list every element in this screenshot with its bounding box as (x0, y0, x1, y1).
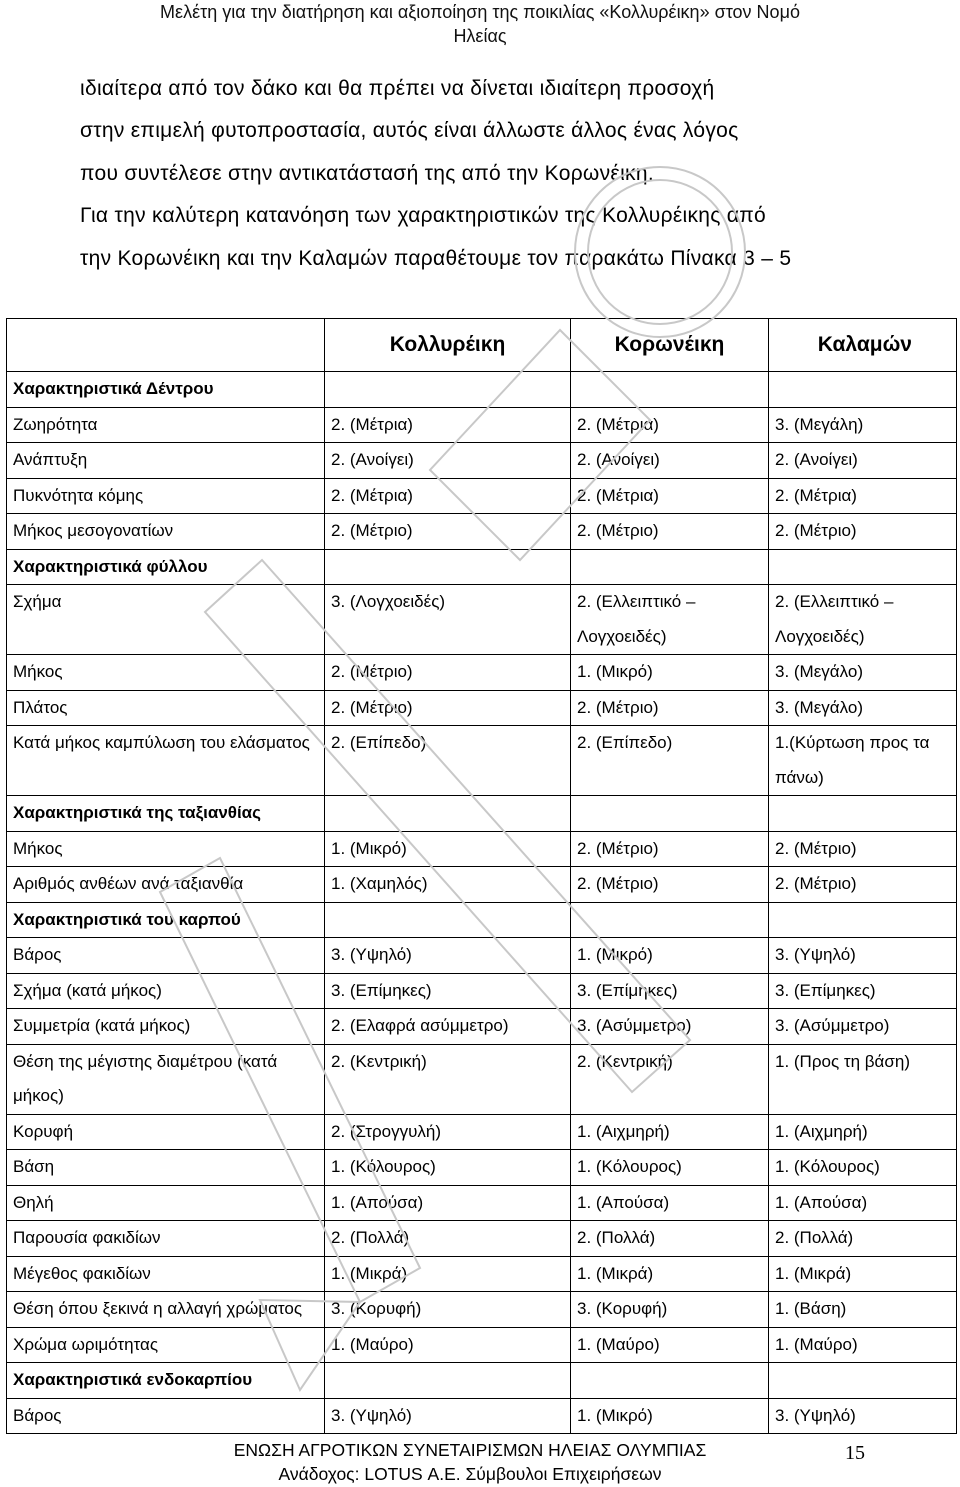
section-title: Χαρακτηριστικά Δέντρου (7, 372, 325, 408)
value-cell: 3. (Μεγάλο) (769, 690, 957, 726)
characteristic-label: Θέση όπου ξεκινά η αλλαγή χρώματος (7, 1292, 325, 1328)
value-cell: 3. (Επίμηκες) (769, 973, 957, 1009)
empty-cell (571, 796, 769, 832)
header-cell-empty (7, 319, 325, 372)
value-cell: 1. (Μικρά) (325, 1256, 571, 1292)
empty-cell (769, 1363, 957, 1399)
characteristic-label: Σχήμα (κατά μήκος) (7, 973, 325, 1009)
value-cell: 2. (Επίπεδο) (571, 726, 769, 796)
value-cell: 2. (Ελαφρά ασύμμετρο) (325, 1009, 571, 1045)
empty-cell (769, 902, 957, 938)
page-number: 15 (845, 1442, 865, 1464)
value-cell: 1. (Κόλουρος) (325, 1150, 571, 1186)
value-cell: 2. (Μέτριο) (571, 690, 769, 726)
value-cell: 2. (Μέτριο) (571, 514, 769, 550)
intro-line: ιδιαίτερα από τον δάκο και θα πρέπει να δίνεται ιδιαίτερη προσοχή (80, 77, 715, 100)
empty-cell (769, 372, 957, 408)
value-cell: 1. (Απούσα) (325, 1185, 571, 1221)
section-row (7, 372, 957, 408)
value-cell: 2. (Πολλά) (571, 1221, 769, 1257)
value-cell: 1. (Προς τη βάση) (769, 1044, 957, 1114)
empty-cell (325, 902, 571, 938)
header-koroneiki: Κορωνέικη (571, 319, 769, 372)
running-header (0, 0, 960, 48)
header-line-2: Ηλείας (453, 26, 507, 46)
empty-cell (571, 549, 769, 585)
characteristic-label: Συμμετρία (κατά μήκος) (7, 1009, 325, 1045)
value-cell: 1. (Μικρά) (769, 1256, 957, 1292)
table-row (7, 938, 957, 974)
value-cell: 2. (Ανοίγει) (769, 443, 957, 479)
value-cell: 1. (Μαύρο) (571, 1327, 769, 1363)
characteristic-label: Βάρος (7, 938, 325, 974)
value-cell: 1. (Αιχμηρή) (769, 1114, 957, 1150)
value-cell: 3. (Επίμηκες) (571, 973, 769, 1009)
characteristic-label: Σχήμα (7, 585, 325, 655)
section-title: Χαρακτηριστικά του καρπού (7, 902, 325, 938)
section-title: Χαρακτηριστικά της ταξιανθίας (7, 796, 325, 832)
intro-paragraph (80, 68, 900, 280)
intro-line: στην επιμελή φυτοπροστασία, αυτός είναι άλλωστε άλλος ένας λόγος (80, 119, 739, 143)
value-cell: 1. (Μικρό) (571, 1398, 769, 1434)
table-row (7, 478, 957, 514)
table-row (7, 1150, 957, 1186)
value-cell: 1. (Μικρό) (571, 655, 769, 691)
header-kollyreiki: Κολλυρέικη (325, 319, 571, 372)
value-cell: 2. (Μέτριο) (769, 831, 957, 867)
characteristic-label: Μήκος (7, 655, 325, 691)
table-row (7, 867, 957, 903)
table-row (7, 514, 957, 550)
table-row (7, 1292, 957, 1328)
value-cell: 2. (Ελλειπτικό – Λογχοειδές) (571, 585, 769, 655)
value-cell: 2. (Μέτριο) (325, 655, 571, 691)
value-cell: 1. (Μικρά) (571, 1256, 769, 1292)
table-row (7, 1327, 957, 1363)
empty-cell (325, 372, 571, 408)
characteristic-label: Θηλή (7, 1185, 325, 1221)
characteristic-label: Ανάπτυξη (7, 443, 325, 479)
empty-cell (769, 796, 957, 832)
section-row (7, 796, 957, 832)
value-cell: 1. (Μικρό) (571, 938, 769, 974)
value-cell: 2. (Μέτριο) (325, 690, 571, 726)
table-row (7, 1256, 957, 1292)
value-cell: 2. (Επίπεδο) (325, 726, 571, 796)
characteristic-label: Πλάτος (7, 690, 325, 726)
value-cell: 1. (Μικρό) (325, 831, 571, 867)
value-cell: 2. (Ελλειπτικό – Λογχοειδές) (769, 585, 957, 655)
footer-line-2: Ανάδοχος: LOTUS Α.Ε. Σύμβουλοι Επιχειρήσεων (278, 1464, 662, 1484)
table-row (7, 1185, 957, 1221)
value-cell: 2. (Ανοίγει) (325, 443, 571, 479)
value-cell: 1. (Κόλουρος) (769, 1150, 957, 1186)
value-cell: 3. (Ασύμμετρο) (571, 1009, 769, 1045)
characteristic-label: Κατά μήκος καμπύλωση του ελάσματος (7, 726, 325, 796)
value-cell: 2. (Πολλά) (769, 1221, 957, 1257)
characteristic-label: Χρώμα ωριμότητας (7, 1327, 325, 1363)
value-cell: 2. (Μέτρια) (325, 478, 571, 514)
value-cell: 2. (Μέτρια) (571, 407, 769, 443)
value-cell: 1. (Αιχμηρή) (571, 1114, 769, 1150)
table-row (7, 443, 957, 479)
value-cell: 3. (Κορυφή) (571, 1292, 769, 1328)
value-cell: 1. (Απούσα) (571, 1185, 769, 1221)
value-cell: 1. (Μαύρο) (325, 1327, 571, 1363)
table-header-row (7, 319, 957, 372)
value-cell: 2. (Ανοίγει) (571, 443, 769, 479)
value-cell: 1. (Μαύρο) (769, 1327, 957, 1363)
section-row (7, 1363, 957, 1399)
value-cell: 1. (Απούσα) (769, 1185, 957, 1221)
characteristic-label: Παρουσία φακιδίων (7, 1221, 325, 1257)
value-cell: 3. (Υψηλό) (325, 938, 571, 974)
value-cell: 2. (Μέτριο) (325, 514, 571, 550)
value-cell: 1. (Κόλουρος) (571, 1150, 769, 1186)
table-row (7, 1009, 957, 1045)
table-row (7, 690, 957, 726)
value-cell: 3. (Μεγάλη) (769, 407, 957, 443)
value-cell: 3. (Υψηλό) (769, 938, 957, 974)
empty-cell (571, 372, 769, 408)
footer-line-1: ΕΝΩΣΗ ΑΓΡΟΤΙΚΩΝ ΣΥΝΕΤΑΙΡΙΣΜΩΝ ΗΛΕΙΑΣ ΟΛΥΜΠΙΑΣ (233, 1440, 707, 1460)
value-cell: 2. (Κεντρική) (325, 1044, 571, 1114)
table-row (7, 585, 957, 655)
header-kalamon: Καλαμών (769, 319, 957, 372)
characteristic-label: Μέγεθος φακιδίων (7, 1256, 325, 1292)
section-row (7, 549, 957, 585)
empty-cell (325, 1363, 571, 1399)
value-cell: 3. (Κορυφή) (325, 1292, 571, 1328)
characteristic-label: Ζωηρότητα (7, 407, 325, 443)
table-row (7, 1044, 957, 1114)
intro-line: που συντέλεσε στην αντικατάστασή της από την Κορωνέικη. (80, 161, 654, 185)
value-cell: 2. (Μέτριο) (769, 867, 957, 903)
value-cell: 2. (Μέτρια) (769, 478, 957, 514)
value-cell: 3. (Ασύμμετρο) (769, 1009, 957, 1045)
value-cell: 3. (Μεγάλο) (769, 655, 957, 691)
value-cell: 2. (Μέτριο) (769, 514, 957, 550)
table-row (7, 1114, 957, 1150)
value-cell: 3. (Υψηλό) (325, 1398, 571, 1434)
header-line-1: Μελέτη για την διατήρηση και αξιοποίηση της ποικιλίας «Κολλυρέικη» στον Νομό (160, 2, 800, 22)
characteristic-label: Αριθμός ανθέων ανά ταξιανθία (7, 867, 325, 903)
table-row (7, 407, 957, 443)
characteristic-label: Πυκνότητα κόμης (7, 478, 325, 514)
characteristic-label: Θέση της μέγιστης διαμέτρου (κατά μήκος) (7, 1044, 325, 1114)
value-cell: 3. (Υψηλό) (769, 1398, 957, 1434)
value-cell: 2. (Μέτρια) (571, 478, 769, 514)
characteristic-label: Βάρος (7, 1398, 325, 1434)
value-cell: 1. (Βάση) (769, 1292, 957, 1328)
table-row (7, 831, 957, 867)
value-cell: 2. (Μέτριο) (571, 867, 769, 903)
table-row (7, 973, 957, 1009)
section-title: Χαρακτηριστικά ενδοκαρπίου (7, 1363, 325, 1399)
empty-cell (325, 549, 571, 585)
characteristic-label: Κορυφή (7, 1114, 325, 1150)
empty-cell (325, 796, 571, 832)
value-cell: 1. (Χαμηλός) (325, 867, 571, 903)
characteristic-label: Βάση (7, 1150, 325, 1186)
empty-cell (571, 902, 769, 938)
table-row (7, 1398, 957, 1434)
intro-line: την Κορωνέικη και την Καλαμών παραθέτουμε τον παρακάτω Πίνακα 3 – 5 (80, 246, 792, 270)
intro-line: Για την καλύτερη κατανόηση των χαρακτηριστικών της Κολλυρέικης από (80, 204, 767, 228)
value-cell: 1.(Κύρτωση προς τα πάνω) (769, 726, 957, 796)
section-title: Χαρακτηριστικά φύλλου (7, 549, 325, 585)
table-row (7, 1221, 957, 1257)
table-row (7, 655, 957, 691)
value-cell: 2. (Στρογγυλή) (325, 1114, 571, 1150)
value-cell: 2. (Μέτριο) (571, 831, 769, 867)
characteristic-label: Μήκος (7, 831, 325, 867)
value-cell: 3. (Επίμηκες) (325, 973, 571, 1009)
footer-lines (150, 1438, 790, 1486)
variety-comparison-table (6, 318, 957, 1434)
value-cell: 3. (Λογχοειδές) (325, 585, 571, 655)
value-cell: 2. (Μέτρια) (325, 407, 571, 443)
characteristic-label: Μήκος μεσογονατίων (7, 514, 325, 550)
table-row (7, 726, 957, 796)
value-cell: 2. (Κεντρική) (571, 1044, 769, 1114)
empty-cell (571, 1363, 769, 1399)
section-row (7, 902, 957, 938)
table-body (7, 372, 957, 1434)
empty-cell (769, 549, 957, 585)
value-cell: 2. (Πολλά) (325, 1221, 571, 1257)
